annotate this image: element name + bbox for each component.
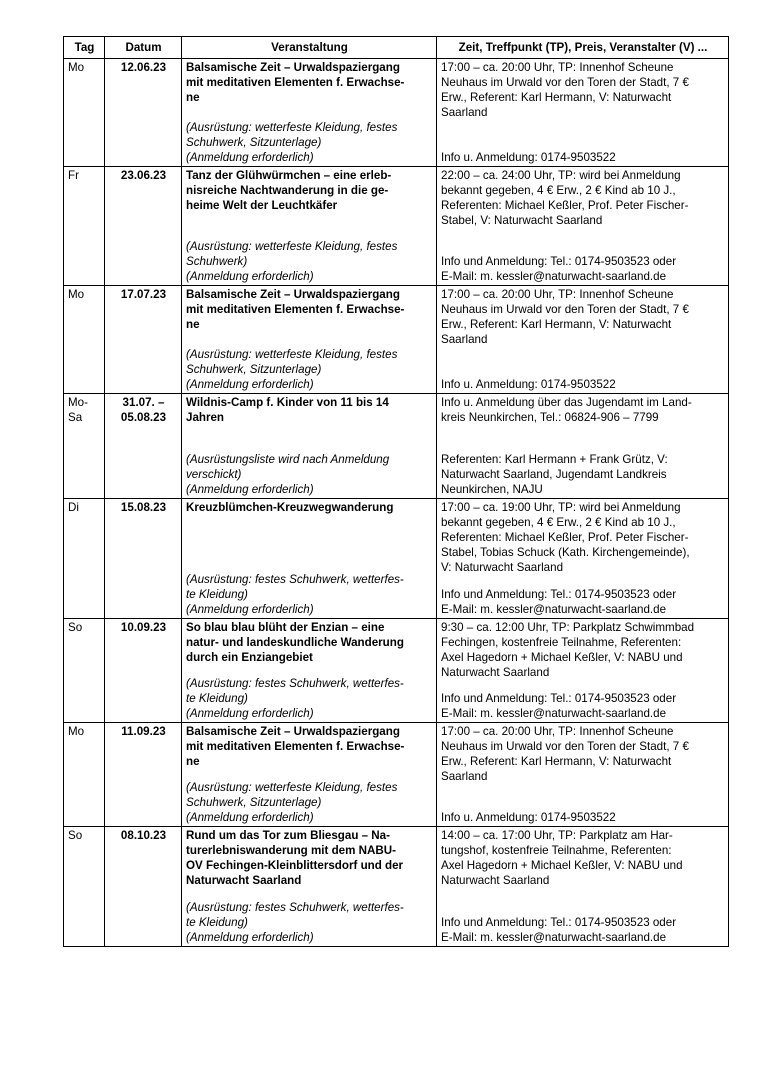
- event-info-line: Saarland: [441, 333, 488, 346]
- event-registration-line: Info und Anmeldung: Tel.: 0174-9503523 oder: [441, 588, 677, 601]
- event-registration-line: Info und Anmeldung: Tel.: 0174-9503523 oder: [441, 255, 677, 268]
- event-details: [437, 723, 729, 827]
- event-info-line: Saarland: [441, 106, 488, 119]
- event-title-line: durch ein Enziangebiet: [186, 651, 313, 664]
- event-registration: [441, 691, 725, 721]
- event-title-line: turerlebniswanderung mit dem NABU-: [186, 844, 396, 857]
- event-title-line: Tanz der Glühwürmchen – eine erleb-: [186, 169, 392, 182]
- event-equipment-note: [186, 239, 433, 284]
- event-info-line: 22:00 – ca. 24:00 Uhr, TP: wird bei Anmeldung: [441, 169, 681, 182]
- event-title-line: Balsamische Zeit – Urwaldspaziergang: [186, 61, 400, 74]
- event-equipment-note: [186, 676, 433, 721]
- event-note-line: (Anmeldung erforderlich): [186, 811, 314, 824]
- event-date: [105, 286, 182, 394]
- event-info: [441, 500, 725, 575]
- event-day-line: So: [68, 829, 83, 842]
- event-info-line: Erw., Referent: Karl Hermann, V: Naturwacht: [441, 755, 672, 768]
- event-info: [441, 60, 725, 120]
- event-note-line: (Anmeldung erforderlich): [186, 378, 314, 391]
- event-date: [105, 619, 182, 723]
- event-equipment-note: [186, 452, 433, 497]
- event-info: [441, 395, 725, 425]
- event-row: [64, 499, 729, 619]
- event-info-line: 17:00 – ca. 20:00 Uhr, TP: Innenhof Scheune: [441, 61, 674, 74]
- event-date: [105, 167, 182, 286]
- event-registration-line: Referenten: Karl Hermann + Frank Grütz, V:: [441, 453, 668, 466]
- event-details: [437, 59, 729, 167]
- event-note-line: (Ausrüstung: wetterfeste Kleidung, festes: [186, 781, 398, 794]
- event-title-line: mit meditativen Elementen f. Erwachse-: [186, 303, 405, 316]
- event-info-line: tungshof, kostenfreie Teilnahme, Referenten:: [441, 844, 672, 857]
- event-registration: [441, 915, 725, 945]
- event-day: [64, 619, 105, 723]
- event-registration: [441, 254, 725, 284]
- event-info: [441, 620, 725, 680]
- event-row: [64, 619, 729, 723]
- event-day: [64, 723, 105, 827]
- event-date-line: 17.07.23: [120, 288, 167, 301]
- event-day-line: Mo: [68, 288, 85, 301]
- event-registration-line: Info u. Anmeldung: 0174-9503522: [441, 378, 616, 391]
- event-details: [437, 394, 729, 499]
- event-registration-line: E-Mail: m. kessler@naturwacht-saarland.de: [441, 603, 667, 616]
- event-registration-line: Info und Anmeldung: Tel.: 0174-9503523 oder: [441, 916, 677, 929]
- event-details: [437, 167, 729, 286]
- event-date: [105, 499, 182, 619]
- event-title: [186, 724, 433, 769]
- event-description: [182, 394, 437, 499]
- event-table: [63, 36, 729, 947]
- event-info-line: bekannt gegeben, 4 € Erw., 2 € Kind ab 10 J.,: [441, 516, 676, 529]
- event-day: [64, 394, 105, 499]
- event-info-line: 17:00 – ca. 20:00 Uhr, TP: Innenhof Scheune: [441, 725, 674, 738]
- event-note-line: (Anmeldung erforderlich): [186, 270, 314, 283]
- event-date: [105, 723, 182, 827]
- event-info-line: Axel Hagedorn + Michael Keßler, V: NABU und: [441, 859, 683, 872]
- event-equipment-note: [186, 900, 433, 945]
- event-day: [64, 59, 105, 167]
- event-registration-line: E-Mail: m. kessler@naturwacht-saarland.de: [441, 707, 667, 720]
- event-registration-line: Info und Anmeldung: Tel.: 0174-9503523 oder: [441, 692, 677, 705]
- event-info-line: Naturwacht Saarland: [441, 874, 550, 887]
- event-info: [441, 724, 725, 784]
- event-description: [182, 499, 437, 619]
- event-equipment-note: [186, 780, 433, 825]
- event-note-line: (Ausrüstung: festes Schuhwerk, wetterfes-: [186, 573, 404, 586]
- event-day-line: Sa: [68, 411, 83, 424]
- event-info-line: 14:00 – ca. 17:00 Uhr, TP: Parkplatz am Har-: [441, 829, 673, 842]
- event-day: [64, 827, 105, 947]
- event-registration-line: Info u. Anmeldung: 0174-9503522: [441, 811, 616, 824]
- event-note-line: (Anmeldung erforderlich): [186, 707, 314, 720]
- event-details: [437, 499, 729, 619]
- event-info-line: V: Naturwacht Saarland: [441, 561, 564, 574]
- event-day-line: Fr: [68, 169, 79, 182]
- event-day-line: Mo: [68, 61, 85, 74]
- event-description: [182, 286, 437, 394]
- event-title-line: Rund um das Tor zum Bliesgau – Na-: [186, 829, 390, 842]
- event-day: [64, 167, 105, 286]
- event-info: [441, 287, 725, 347]
- event-row: [64, 827, 729, 947]
- event-info-line: Referenten: Michael Keßler, Prof. Peter Fischer-: [441, 531, 689, 544]
- event-info-line: Naturwacht Saarland: [441, 666, 550, 679]
- event-title-line: Balsamische Zeit – Urwaldspaziergang: [186, 288, 400, 301]
- event-title-line: mit meditativen Elementen f. Erwachse-: [186, 76, 405, 89]
- event-note-line: te Kleidung): [186, 588, 248, 601]
- event-info: [441, 168, 725, 228]
- event-date-line: 12.06.23: [120, 61, 167, 74]
- event-info-line: Axel Hagedorn + Michael Keßler, V: NABU und: [441, 651, 683, 664]
- event-note-line: (Ausrüstung: festes Schuhwerk, wetterfes-: [186, 901, 404, 914]
- event-registration: [441, 377, 725, 392]
- event-note-line: (Anmeldung erforderlich): [186, 483, 314, 496]
- event-title-line: Wildnis-Camp f. Kinder von 11 bis 14: [186, 396, 389, 409]
- event-info-line: 9:30 – ca. 12:00 Uhr, TP: Parkplatz Schwimmbad: [441, 621, 695, 634]
- event-day: [64, 499, 105, 619]
- event-title-line: natur- und landeskundliche Wanderung: [186, 636, 404, 649]
- event-day-line: Di: [68, 501, 79, 514]
- event-title-line: nisreiche Nachtwanderung in die ge-: [186, 184, 389, 197]
- event-title-line: mit meditativen Elementen f. Erwachse-: [186, 740, 405, 753]
- event-equipment-note: [186, 572, 433, 617]
- event-title-line: ne: [186, 755, 200, 768]
- event-note-line: Schuhwerk): [186, 255, 248, 268]
- event-title-line: heime Welt der Leuchtkäfer: [186, 199, 338, 212]
- event-note-line: (Ausrüstung: wetterfeste Kleidung, festes: [186, 348, 398, 361]
- event-title-line: ne: [186, 91, 200, 104]
- event-note-line: (Anmeldung erforderlich): [186, 151, 314, 164]
- event-registration-line: Naturwacht Saarland, Jugendamt Landkreis: [441, 468, 667, 481]
- event-info-line: Stabel, V: Naturwacht Saarland: [441, 214, 603, 227]
- event-note-line: te Kleidung): [186, 692, 248, 705]
- event-title-line: OV Fechingen-Kleinblittersdorf und der: [186, 859, 404, 872]
- event-day-line: Mo: [68, 725, 85, 738]
- event-date-line: 10.09.23: [120, 621, 167, 634]
- event-info-line: Info u. Anmeldung über das Jugendamt im Land-: [441, 396, 692, 409]
- event-info-line: Referenten: Michael Keßler, Prof. Peter Fischer-: [441, 199, 689, 212]
- event-date-line: 11.09.23: [121, 725, 166, 738]
- header-datum: Datum: [105, 37, 182, 59]
- event-info: [441, 828, 725, 888]
- event-title-line: So blau blau blüht der Enzian – eine: [186, 621, 385, 634]
- event-details: [437, 619, 729, 723]
- event-title: [186, 287, 433, 332]
- event-description: [182, 827, 437, 947]
- event-title: [186, 500, 433, 515]
- event-description: [182, 167, 437, 286]
- event-date: [105, 827, 182, 947]
- header-tag: Tag: [64, 37, 105, 59]
- event-date-line: 15.08.23: [120, 501, 167, 514]
- event-title-line: ne: [186, 318, 200, 331]
- event-note-line: (Ausrüstung: wetterfeste Kleidung, festes: [186, 121, 398, 134]
- event-title-line: Kreuzblümchen-Kreuzwegwanderung: [186, 501, 394, 514]
- event-info-line: Erw., Referent: Karl Hermann, V: Naturwacht: [441, 91, 672, 104]
- event-description: [182, 619, 437, 723]
- event-date: [105, 394, 182, 499]
- event-info-line: Stabel, Tobias Schuck (Kath. Kirchengemeinde),: [441, 546, 690, 559]
- event-registration: [441, 452, 725, 497]
- event-info-line: Erw., Referent: Karl Hermann, V: Naturwacht: [441, 318, 672, 331]
- event-info-line: Fechingen, kostenfreie Teilnahme, Referenten:: [441, 636, 682, 649]
- event-registration-line: E-Mail: m. kessler@naturwacht-saarland.de: [441, 270, 667, 283]
- event-note-line: te Kleidung): [186, 916, 248, 929]
- event-day-line: So: [68, 621, 83, 634]
- event-note-line: (Anmeldung erforderlich): [186, 603, 314, 616]
- event-title: [186, 620, 433, 665]
- event-info-line: kreis Neunkirchen, Tel.: 06824-906 – 7799: [441, 411, 659, 424]
- event-day-line: Mo-: [68, 396, 88, 409]
- event-row: [64, 394, 729, 499]
- event-title: [186, 60, 433, 105]
- event-registration: [441, 150, 725, 165]
- event-date-line: 23.06.23: [120, 169, 167, 182]
- event-note-line: (Ausrüstung: festes Schuhwerk, wetterfes-: [186, 677, 404, 690]
- event-date: [105, 59, 182, 167]
- header-details: Zeit, Treffpunkt (TP), Preis, Veranstalter (V) ...: [437, 37, 729, 59]
- event-note-line: verschickt): [186, 468, 242, 481]
- event-details: [437, 286, 729, 394]
- event-details: [437, 827, 729, 947]
- event-row: [64, 167, 729, 286]
- event-info-line: 17:00 – ca. 19:00 Uhr, TP: wird bei Anmeldung: [441, 501, 681, 514]
- event-info-line: Neuhaus im Urwald vor den Toren der Stadt, 7 €: [441, 303, 689, 316]
- event-note-line: Schuhwerk, Sitzunterlage): [186, 796, 322, 809]
- event-title: [186, 395, 433, 425]
- event-equipment-note: [186, 347, 433, 392]
- event-note-line: Schuhwerk, Sitzunterlage): [186, 136, 322, 149]
- event-date-line: 31.07. –: [122, 396, 165, 409]
- event-note-line: (Ausrüstungsliste wird nach Anmeldung: [186, 453, 390, 466]
- event-description: [182, 59, 437, 167]
- event-note-line: (Ausrüstung: wetterfeste Kleidung, festes: [186, 240, 398, 253]
- event-registration-line: Info u. Anmeldung: 0174-9503522: [441, 151, 616, 164]
- event-info-line: Neuhaus im Urwald vor den Toren der Stadt, 7 €: [441, 76, 689, 89]
- event-row: [64, 286, 729, 394]
- event-registration-line: Neunkirchen, NAJU: [441, 483, 543, 496]
- event-registration: [441, 810, 725, 825]
- event-row: [64, 723, 729, 827]
- header-row: [64, 37, 729, 59]
- event-info-line: Neuhaus im Urwald vor den Toren der Stadt, 7 €: [441, 740, 689, 753]
- event-equipment-note: [186, 120, 433, 165]
- header-veranstaltung: Veranstaltung: [182, 37, 437, 59]
- event-note-line: (Anmeldung erforderlich): [186, 931, 314, 944]
- event-note-line: Schuhwerk, Sitzunterlage): [186, 363, 322, 376]
- event-day: [64, 286, 105, 394]
- event-title-line: Balsamische Zeit – Urwaldspaziergang: [186, 725, 400, 738]
- event-info-line: bekannt gegeben, 4 € Erw., 2 € Kind ab 10 J.,: [441, 184, 676, 197]
- event-info-line: Saarland: [441, 770, 488, 783]
- event-title-line: Jahren: [186, 411, 225, 424]
- event-row: [64, 59, 729, 167]
- event-registration-line: E-Mail: m. kessler@naturwacht-saarland.de: [441, 931, 667, 944]
- event-info-line: 17:00 – ca. 20:00 Uhr, TP: Innenhof Scheune: [441, 288, 674, 301]
- event-title: [186, 828, 433, 888]
- event-title-line: Naturwacht Saarland: [186, 874, 302, 887]
- event-date-line: 08.10.23: [120, 829, 167, 842]
- event-registration: [441, 587, 725, 617]
- event-title: [186, 168, 433, 213]
- event-date-line: 05.08.23: [120, 411, 167, 424]
- event-description: [182, 723, 437, 827]
